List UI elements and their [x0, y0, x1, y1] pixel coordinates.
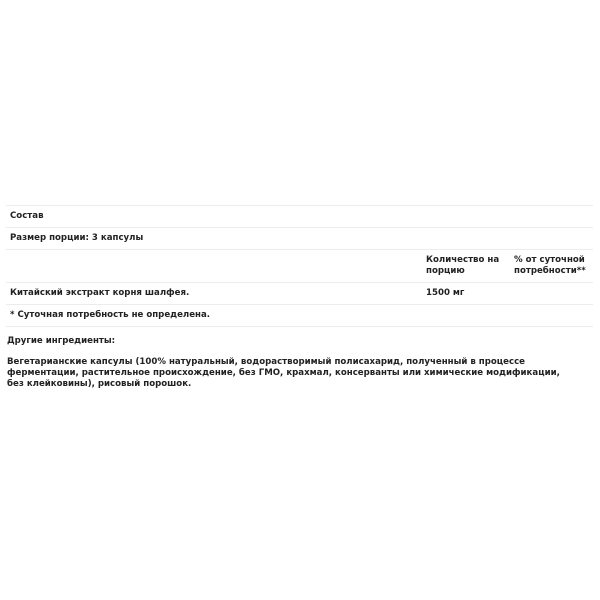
- footnote: * Суточная потребность не определена.: [6, 305, 593, 327]
- other-ingredients-title: Другие ингредиенты:: [7, 336, 116, 346]
- table-header-row: [6, 250, 593, 283]
- table-row-title: [6, 206, 593, 228]
- other-ingredients-text: Вегетарианские капсулы (100% натуральный, водорастворимый полисахарид, полученный в процессе ферментации, растительное происхождение, без ГМО, крахмал, консерванты или химические модификации, без клейковины), рисовый порошок.: [7, 357, 560, 389]
- supplement-facts-table: [6, 205, 593, 327]
- table-row-serving-size: [6, 228, 593, 250]
- facts-title: Состав: [6, 206, 593, 228]
- header-ingredient-cell: [6, 250, 422, 283]
- header-daily-value: % от суточной потребности**: [510, 250, 593, 283]
- other-ingredients-section: [6, 336, 593, 390]
- serving-size: Размер порции: 3 капсулы: [6, 228, 593, 250]
- ingredient-name: Китайский экстракт корня шалфея.: [6, 283, 422, 305]
- ingredient-daily-value: [510, 283, 593, 305]
- table-row-footnote: [6, 305, 593, 327]
- header-amount-per-serving: Количество на порцию: [422, 250, 510, 283]
- table-row: [6, 283, 593, 305]
- ingredient-amount: 1500 мг: [422, 283, 510, 305]
- supplement-facts-panel: [6, 205, 593, 390]
